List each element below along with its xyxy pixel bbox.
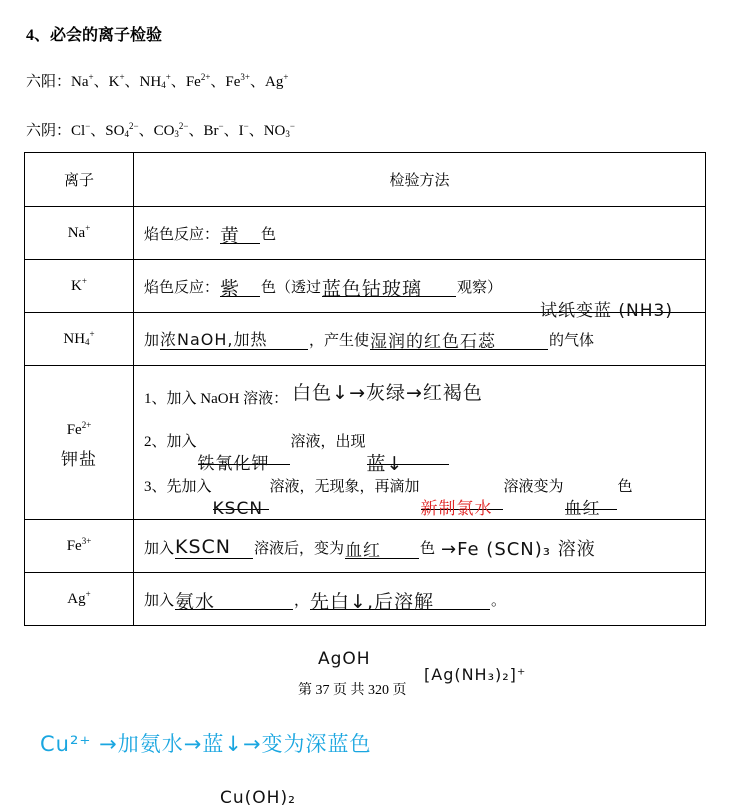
ag-complex-note: [Ag(NH₃)₂]⁺ xyxy=(424,665,527,684)
nh4-side-note: 试纸变蓝 (NH3) xyxy=(540,301,673,321)
page-footer: 第 37 页 共 320 页 xyxy=(298,683,407,698)
ion-note-handwriting: 钾盐 xyxy=(61,449,97,470)
answer-handwriting: KSCN xyxy=(175,536,232,558)
answer-handwriting: 蓝↓ xyxy=(366,453,404,475)
anions-line xyxy=(26,119,295,140)
separator: 、 xyxy=(223,123,239,139)
agoh-note: AgOH xyxy=(318,649,371,669)
anion-ion: $CO_3^{2-}$ xyxy=(153,121,189,139)
ion-cell-na: Na+ xyxy=(25,207,134,260)
side-note-handwriting: →Fe (SCN)₃ 溶液 xyxy=(441,539,596,560)
anions-label: 六阴： xyxy=(26,123,72,139)
method-cell-k: 焰色反应：紫 色（透过蓝色钴玻璃 观察） xyxy=(134,260,706,313)
section-heading: 4、必会的离子检验 xyxy=(26,27,163,44)
ion-cell-ag: Ag+ xyxy=(25,573,134,626)
separator: 、 xyxy=(249,74,265,90)
answer-handwriting: 白色↓→灰绿→红褐色 xyxy=(292,382,483,404)
separator: 、 xyxy=(93,74,109,90)
header-ion: 离子 xyxy=(25,153,134,207)
separator: 、 xyxy=(248,123,264,139)
method-cell-fe3: 加入KSCN 溶液后，变为血红 色 →Fe (SCN)₃ 溶液 xyxy=(134,520,706,573)
separator: 、 xyxy=(170,74,186,90)
table-row xyxy=(25,520,706,573)
answer-handwriting: 氨水 xyxy=(175,590,216,613)
answer-handwriting: 蓝色钴玻璃 xyxy=(322,277,423,300)
copper-hydroxide-note: Cu(OH)₂ xyxy=(220,788,296,808)
cation-ion: $NH_4^+$ xyxy=(139,72,171,90)
header-method: 检验方法 xyxy=(134,153,706,207)
fe2-test-3: 3、先加入KSCN溶液，无现象，再滴加新制氯水溶液变为血红色 xyxy=(144,479,633,519)
ion-cell-fe2: $Fe^{2+}$ 钾盐 xyxy=(25,366,134,520)
cation-ion: $Fe^{2+}$ xyxy=(185,72,211,90)
answer-handwriting-red: 新制氯水 xyxy=(420,499,493,519)
cation-ion: Na+ xyxy=(71,72,94,90)
answer-handwriting: 紫 xyxy=(220,277,241,300)
cations-list xyxy=(71,74,288,90)
fe2-test-2: 2、加入铁氰化钾溶液，出现蓝↓ xyxy=(144,420,705,465)
answer-handwriting: KSCN xyxy=(212,499,264,519)
cation-ion: Ag+ xyxy=(265,72,289,90)
table-row xyxy=(25,366,706,520)
ion-cell-fe3: $Fe^{3+}$ xyxy=(25,520,134,573)
answer-handwriting: 浓NaOH,加热 xyxy=(160,329,268,349)
method-cell-ag: 加入氨水 ，先白↓,后溶解 。 xyxy=(134,573,706,626)
answer-handwriting: 血红 xyxy=(564,499,601,519)
answer-handwriting: 黄 xyxy=(220,224,241,247)
ion-cell-nh4: $NH_4^+$ xyxy=(25,313,134,366)
ion-cell-k: K+ xyxy=(25,260,134,313)
anion-ion: $NO_3^-$ xyxy=(263,121,295,139)
separator: 、 xyxy=(124,74,140,90)
table-row xyxy=(25,573,706,626)
separator: 、 xyxy=(210,74,226,90)
answer-handwriting: 铁氰化钾 xyxy=(197,454,270,474)
cations-label: 六阳： xyxy=(26,74,72,90)
cation-ion: $Fe^{3+}$ xyxy=(225,72,250,90)
anion-ion: I− xyxy=(238,121,249,139)
anion-ion: Cl− xyxy=(71,121,91,139)
cations-line xyxy=(26,70,288,91)
answer-handwriting: 湿润的红色石蕊 xyxy=(370,331,497,352)
method-cell-nh4: 加浓NaOH,加热 ，产生使湿润的红色石蕊 的气体 xyxy=(134,313,706,366)
answer-handwriting: 血红 xyxy=(345,541,382,561)
separator: 、 xyxy=(188,123,204,139)
copper-note: Cu²⁺ →加氨水→蓝↓→变为深蓝色 xyxy=(40,732,372,756)
fe2-test-1: 1、加入 NaOH 溶液： 白色↓→灰绿→红褐色 xyxy=(144,382,483,407)
anion-ion: $SO_4^{2-}$ xyxy=(105,121,139,139)
table-row xyxy=(25,207,706,260)
method-cell-na: 焰色反应：黄 色 xyxy=(134,207,706,260)
table-header-row xyxy=(25,153,706,207)
separator: 、 xyxy=(138,123,154,139)
anion-ion: Br− xyxy=(203,121,224,139)
anions-list xyxy=(71,123,295,139)
separator: 、 xyxy=(90,123,106,139)
cation-ion: K+ xyxy=(108,72,125,90)
ion-test-table xyxy=(24,152,706,626)
answer-handwriting: 先白↓,后溶解 xyxy=(310,590,434,613)
method-cell-fe2 xyxy=(134,366,706,520)
